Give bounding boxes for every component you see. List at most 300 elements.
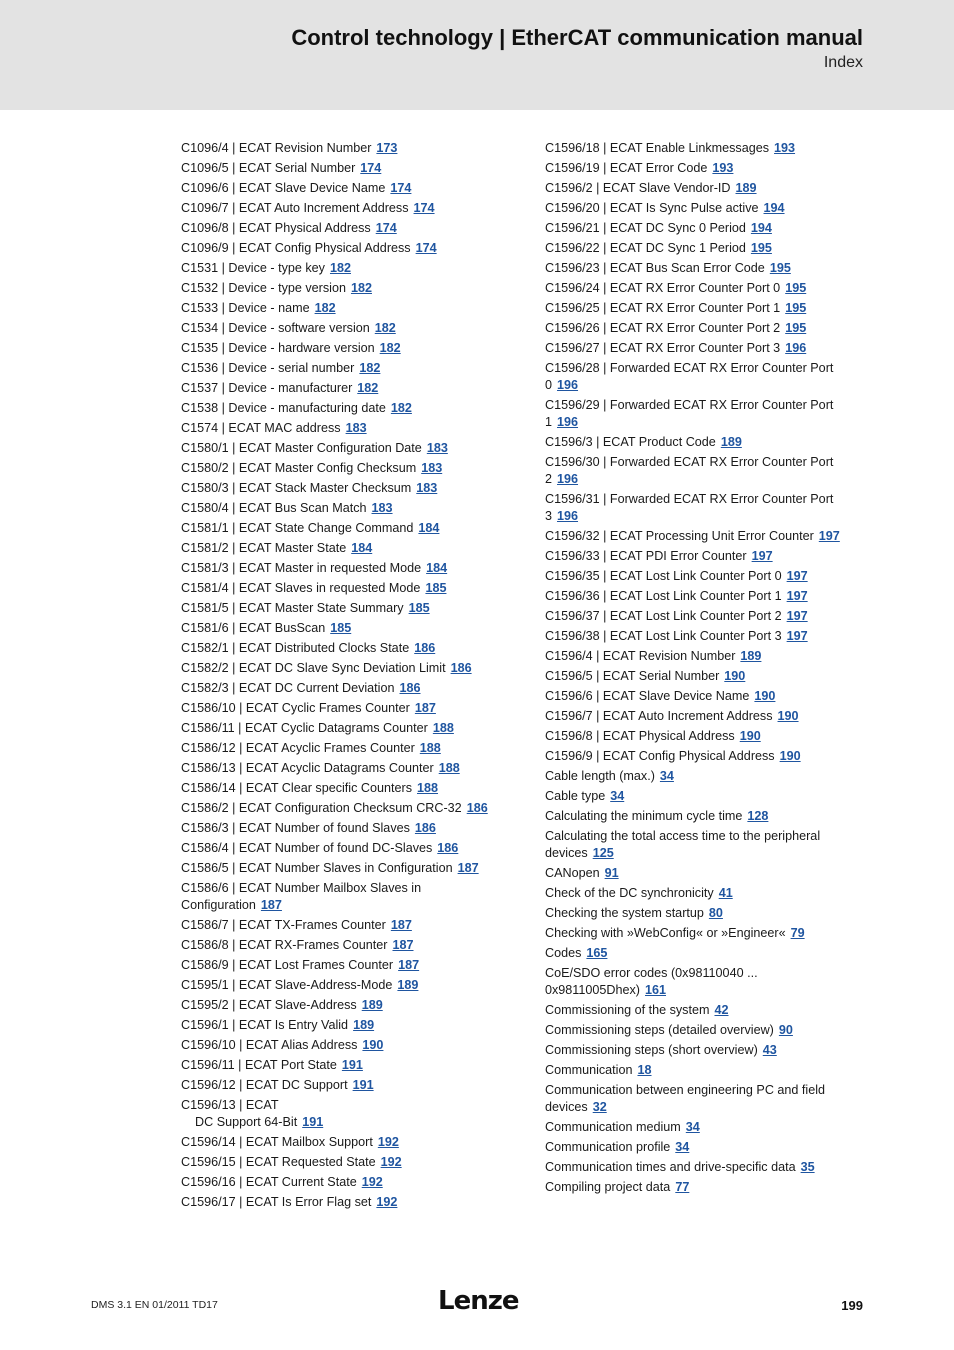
- page-link[interactable]: 190: [777, 709, 799, 723]
- index-entry-label: C1596/26 | ECAT RX Error Counter Port 2: [545, 321, 781, 335]
- page-link[interactable]: 197: [751, 549, 773, 563]
- index-entry: [181, 680, 511, 697]
- page-link[interactable]: 182: [374, 321, 396, 335]
- index-entry: [181, 600, 511, 617]
- index-entry-label: C1580/1 | ECAT Master Configuration Date: [181, 441, 422, 455]
- index-entry-label: C1596/4 | ECAT Revision Number: [545, 649, 736, 663]
- page-link[interactable]: 34: [675, 1140, 690, 1154]
- index-entry-label: C1596/13 | ECAT: [181, 1098, 279, 1112]
- index-entry: [545, 628, 863, 645]
- page-link[interactable]: 187: [390, 918, 412, 932]
- page-link[interactable]: 189: [361, 998, 383, 1012]
- page-link[interactable]: 183: [421, 461, 443, 475]
- page-link[interactable]: 185: [330, 621, 352, 635]
- index-entry: [181, 1057, 511, 1074]
- page-link[interactable]: 77: [675, 1180, 690, 1194]
- page-link[interactable]: 80: [708, 906, 723, 920]
- index-entry-label: C1586/11 | ECAT Cyclic Datagrams Counter: [181, 721, 428, 735]
- index-entry: [545, 454, 863, 488]
- page-link[interactable]: 189: [735, 181, 757, 195]
- page-link[interactable]: 186: [437, 841, 459, 855]
- index-entry-label: C1586/13 | ECAT Acyclic Datagrams Counter: [181, 761, 434, 775]
- index-entry: [545, 865, 863, 882]
- index-entry-label: C1596/5 | ECAT Serial Number: [545, 669, 720, 683]
- index-entry-label: C1596/2 | ECAT Slave Vendor-ID: [545, 181, 731, 195]
- index-entry: [545, 1179, 863, 1196]
- index-entry: [545, 240, 863, 257]
- page-link[interactable]: 189: [353, 1018, 375, 1032]
- index-entry: [181, 780, 511, 797]
- index-entry-label: C1580/3 | ECAT Stack Master Checksum: [181, 481, 412, 495]
- index-entry-label: Communication: [545, 1063, 633, 1077]
- index-entry-label: C1586/14 | ECAT Clear specific Counters: [181, 781, 412, 795]
- index-entry-label: C1596/30 | Forwarded ECAT RX Error Counter Port 2: [545, 455, 834, 486]
- page-link[interactable]: 190: [724, 669, 746, 683]
- page-link[interactable]: 196: [557, 472, 579, 486]
- index-entry-label: Communication medium: [545, 1120, 681, 1134]
- index-entry: [545, 1042, 863, 1059]
- index-entry-label: Codes: [545, 946, 582, 960]
- index-entry: [545, 260, 863, 277]
- index-entry: [181, 917, 511, 934]
- index-entry-label: C1596/16 | ECAT Current State: [181, 1175, 357, 1189]
- page-link[interactable]: 174: [413, 201, 435, 215]
- index-entry-label: C1574 | ECAT MAC address: [181, 421, 341, 435]
- index-entry-label: C1596/3 | ECAT Product Code: [545, 435, 716, 449]
- index-entry: [545, 1022, 863, 1039]
- page-link[interactable]: 186: [414, 641, 436, 655]
- page-link[interactable]: 190: [362, 1038, 384, 1052]
- index-entry: [181, 220, 511, 237]
- page-link[interactable]: 91: [604, 866, 619, 880]
- page-header: [0, 0, 954, 110]
- page-link[interactable]: 192: [361, 1175, 383, 1189]
- index-entry-label: C1596/32 | ECAT Processing Unit Error Counter: [545, 529, 814, 543]
- index-entry: [181, 200, 511, 217]
- index-entry: [181, 1017, 511, 1034]
- page-link[interactable]: 165: [586, 946, 608, 960]
- index-entry-label: C1586/2 | ECAT Configuration Checksum CRC-32: [181, 801, 462, 815]
- index-entry-label: C1586/7 | ECAT TX-Frames Counter: [181, 918, 386, 932]
- index-entry: [545, 491, 863, 525]
- page-link[interactable]: 42: [714, 1003, 729, 1017]
- page-link[interactable]: 174: [415, 241, 437, 255]
- page-link[interactable]: 186: [414, 821, 436, 835]
- index-entry: [181, 240, 511, 257]
- page-link[interactable]: 191: [302, 1115, 324, 1129]
- index-entry: [545, 728, 863, 745]
- index-entry: [181, 660, 511, 677]
- page-link[interactable]: 182: [314, 301, 336, 315]
- index-entry: [545, 434, 863, 451]
- index-entry: [545, 1119, 863, 1136]
- page-link[interactable]: 41: [718, 886, 733, 900]
- index-entry-label: C1596/10 | ECAT Alias Address: [181, 1038, 358, 1052]
- page-link[interactable]: 191: [352, 1078, 374, 1092]
- page-link[interactable]: 187: [414, 701, 436, 715]
- index-entry-label-continued: DC Support 64-Bit: [195, 1115, 298, 1129]
- page-link[interactable]: 189: [720, 435, 742, 449]
- page-link[interactable]: 190: [754, 689, 776, 703]
- page-link[interactable]: 192: [376, 1195, 398, 1209]
- index-entry: [181, 977, 511, 994]
- index-entry-label: C1596/31 | Forwarded ECAT RX Error Counter Port 3: [545, 492, 834, 523]
- page-link[interactable]: 90: [778, 1023, 793, 1037]
- page-link[interactable]: 182: [379, 341, 401, 355]
- index-entry-label: C1096/5 | ECAT Serial Number: [181, 161, 356, 175]
- index-entry-label: C1596/23 | ECAT Bus Scan Error Code: [545, 261, 765, 275]
- page-link[interactable]: 174: [375, 221, 397, 235]
- index-entry: [181, 620, 511, 637]
- page-link[interactable]: 34: [685, 1120, 700, 1134]
- page-link[interactable]: 184: [351, 541, 373, 555]
- page-link[interactable]: 161: [645, 983, 667, 997]
- index-entry: [181, 400, 511, 417]
- page-link[interactable]: 186: [466, 801, 488, 815]
- index-entry-label: C1096/9 | ECAT Config Physical Address: [181, 241, 411, 255]
- index-entry-label: C1531 | Device - type key: [181, 261, 325, 275]
- index-entry: [545, 945, 863, 962]
- index-entry: [545, 160, 863, 177]
- index-entry: [181, 280, 511, 297]
- page-link[interactable]: 18: [637, 1063, 652, 1077]
- index-entry-label: C1596/27 | ECAT RX Error Counter Port 3: [545, 341, 781, 355]
- index-entry: [545, 708, 863, 725]
- index-entry-label: C1596/37 | ECAT Lost Link Counter Port 2: [545, 609, 782, 623]
- index-entry-label: C1596/6 | ECAT Slave Device Name: [545, 689, 750, 703]
- page-link[interactable]: 188: [432, 721, 454, 735]
- index-entry-label: C1581/1 | ECAT State Change Command: [181, 521, 414, 535]
- index-entry: [181, 937, 511, 954]
- index-entry: [181, 520, 511, 537]
- page-link[interactable]: 182: [329, 261, 351, 275]
- index-entry: [545, 1159, 863, 1176]
- index-entry-label: C1596/9 | ECAT Config Physical Address: [545, 749, 775, 763]
- index-entry: [545, 648, 863, 665]
- page-link[interactable]: 186: [399, 681, 421, 695]
- index-entry-label: C1586/4 | ECAT Number of found DC-Slaves: [181, 841, 433, 855]
- index-entry-label: C1586/10 | ECAT Cyclic Frames Counter: [181, 701, 410, 715]
- page-link[interactable]: 196: [557, 509, 579, 523]
- index-entry: [545, 568, 863, 585]
- index-entry-label: C1596/17 | ECAT Is Error Flag set: [181, 1195, 372, 1209]
- page-link[interactable]: 32: [592, 1100, 607, 1114]
- page-link[interactable]: 35: [800, 1160, 815, 1174]
- index-entry-label: C1586/5 | ECAT Number Slaves in Configuration: [181, 861, 453, 875]
- index-entry-label: Cable type: [545, 789, 606, 803]
- page-link[interactable]: 183: [371, 501, 393, 515]
- index-entry: [545, 748, 863, 765]
- index-entry: [545, 828, 863, 862]
- index-entry: [181, 760, 511, 777]
- index-entry-label: C1538 | Device - manufacturing date: [181, 401, 386, 415]
- page-link[interactable]: 182: [390, 401, 412, 415]
- index-entry: [181, 300, 511, 317]
- index-entry: [181, 320, 511, 337]
- page-link[interactable]: 182: [350, 281, 372, 295]
- page-link[interactable]: 188: [417, 781, 439, 795]
- index-entry: [181, 800, 511, 817]
- page-link[interactable]: 193: [774, 141, 796, 155]
- index-entry-label: Calculating the total access time to the peripheral devices: [545, 829, 821, 860]
- page-link[interactable]: 194: [750, 221, 772, 235]
- index-entry-label: C1596/1 | ECAT Is Entry Valid: [181, 1018, 349, 1032]
- index-entry: [181, 160, 511, 177]
- index-entry-label: C1586/3 | ECAT Number of found Slaves: [181, 821, 410, 835]
- page-link[interactable]: 197: [786, 629, 808, 643]
- index-entry-label: C1596/18 | ECAT Enable Linkmessages: [545, 141, 770, 155]
- index-entry-label: C1596/19 | ECAT Error Code: [545, 161, 708, 175]
- index-entry: [545, 1139, 863, 1156]
- index-entry: [181, 340, 511, 357]
- index-entry: [545, 965, 863, 999]
- index-entry: [181, 560, 511, 577]
- index-entry-label: C1582/1 | ECAT Distributed Clocks State: [181, 641, 410, 655]
- index-entry-label: C1580/4 | ECAT Bus Scan Match: [181, 501, 367, 515]
- page-link[interactable]: 189: [397, 978, 419, 992]
- page-link[interactable]: 197: [786, 589, 808, 603]
- index-entry-label: C1596/33 | ECAT PDI Error Counter: [545, 549, 747, 563]
- index-entry: [181, 720, 511, 737]
- index-entry: [545, 588, 863, 605]
- index-entry-label: Checking with »WebConfig« or »Engineer«: [545, 926, 786, 940]
- index-entry-label: C1582/2 | ECAT DC Slave Sync Deviation Limit: [181, 661, 446, 675]
- index-entry-label: C1596/24 | ECAT RX Error Counter Port 0: [545, 281, 781, 295]
- index-column-left: [181, 140, 511, 1214]
- index-entry: [181, 1194, 511, 1211]
- page-link[interactable]: 195: [785, 301, 807, 315]
- index-entry: [545, 768, 863, 785]
- page-link[interactable]: 196: [785, 341, 807, 355]
- index-entry: [181, 860, 511, 877]
- index-entry-label: C1596/11 | ECAT Port State: [181, 1058, 337, 1072]
- index-entry-label: C1596/29 | Forwarded ECAT RX Error Counter Port 1: [545, 398, 834, 429]
- page-link[interactable]: 192: [377, 1135, 399, 1149]
- index-entry-label: CANopen: [545, 866, 600, 880]
- page-link[interactable]: 189: [740, 649, 762, 663]
- page-link[interactable]: 34: [610, 789, 625, 803]
- index-entry: [545, 200, 863, 217]
- page-link[interactable]: 128: [747, 809, 769, 823]
- index-entry: [181, 1174, 511, 1191]
- page-link[interactable]: 197: [786, 609, 808, 623]
- index-entry-label: C1536 | Device - serial number: [181, 361, 355, 375]
- index-entry: [545, 180, 863, 197]
- index-entry: [181, 480, 511, 497]
- index-entry: [545, 1002, 863, 1019]
- index-entry-label: C1535 | Device - hardware version: [181, 341, 375, 355]
- index-entry: [545, 885, 863, 902]
- index-entry: [181, 360, 511, 377]
- page-link[interactable]: 196: [557, 415, 579, 429]
- index-entry-label: C1532 | Device - type version: [181, 281, 346, 295]
- index-entry: [181, 740, 511, 757]
- index-entry: [181, 460, 511, 477]
- page-link[interactable]: 34: [659, 769, 674, 783]
- page-link[interactable]: 195: [769, 261, 791, 275]
- index-entry-label: C1596/7 | ECAT Auto Increment Address: [545, 709, 773, 723]
- page-link[interactable]: 193: [712, 161, 734, 175]
- index-entry-label: C1596/20 | ECAT Is Sync Pulse active: [545, 201, 759, 215]
- page-link[interactable]: 190: [739, 729, 761, 743]
- index-entry: [545, 220, 863, 237]
- index-entry: [181, 1097, 511, 1131]
- index-entry: [181, 880, 511, 914]
- page-link[interactable]: 182: [357, 381, 379, 395]
- index-entry: [545, 340, 863, 357]
- page-link[interactable]: 194: [763, 201, 785, 215]
- index-entry: [545, 1062, 863, 1079]
- index-entry: [181, 1154, 511, 1171]
- index-entry-label: C1096/8 | ECAT Physical Address: [181, 221, 371, 235]
- index-entry-label: C1596/15 | ECAT Requested State: [181, 1155, 376, 1169]
- index-entry: [545, 808, 863, 825]
- page-number: 199: [841, 1298, 863, 1313]
- index-entry-continuation: [181, 1114, 511, 1131]
- index-entry: [545, 688, 863, 705]
- index-entry-label: C1596/36 | ECAT Lost Link Counter Port 1: [545, 589, 782, 603]
- index-entry: [545, 300, 863, 317]
- page-link[interactable]: 197: [818, 529, 840, 543]
- index-entry-label: Calculating the minimum cycle time: [545, 809, 743, 823]
- page-link[interactable]: 195: [750, 241, 772, 255]
- lenze-logo: Lenze: [438, 1286, 519, 1316]
- index-entry-label: C1596/8 | ECAT Physical Address: [545, 729, 735, 743]
- page-link[interactable]: 195: [785, 321, 807, 335]
- document-id: DMS 3.1 EN 01/2011 TD17: [91, 1299, 218, 1311]
- index-entry-label: C1596/25 | ECAT RX Error Counter Port 1: [545, 301, 781, 315]
- page-link[interactable]: 183: [416, 481, 438, 495]
- index-entry-label: C1596/38 | ECAT Lost Link Counter Port 3: [545, 629, 782, 643]
- page-link[interactable]: 197: [786, 569, 808, 583]
- page-link[interactable]: 187: [260, 898, 282, 912]
- page-link[interactable]: 185: [425, 581, 447, 595]
- index-entry-label: C1581/4 | ECAT Slaves in requested Mode: [181, 581, 421, 595]
- index-entry-label: Cable length (max.): [545, 769, 655, 783]
- index-entry-label: C1596/22 | ECAT DC Sync 1 Period: [545, 241, 746, 255]
- page-link[interactable]: 43: [762, 1043, 777, 1057]
- page-link[interactable]: 187: [392, 938, 414, 952]
- page-link[interactable]: 79: [790, 926, 805, 940]
- index-entry: [545, 608, 863, 625]
- index-entry-label: Communication between engineering PC and field devices: [545, 1083, 826, 1114]
- index-entry-label: C1096/7 | ECAT Auto Increment Address: [181, 201, 409, 215]
- index-entry-label: Communication times and drive-specific data: [545, 1160, 796, 1174]
- index-entry: [181, 820, 511, 837]
- index-entry-label: C1537 | Device - manufacturer: [181, 381, 353, 395]
- index-entry: [545, 360, 863, 394]
- index-entry-label: C1596/14 | ECAT Mailbox Support: [181, 1135, 373, 1149]
- page-link[interactable]: 187: [457, 861, 479, 875]
- index-entry: [545, 1082, 863, 1116]
- page-link[interactable]: 174: [390, 181, 412, 195]
- index-entry-label: C1596/12 | ECAT DC Support: [181, 1078, 348, 1092]
- page-link[interactable]: 188: [438, 761, 460, 775]
- page-link[interactable]: 196: [557, 378, 579, 392]
- index-entry-label: C1581/5 | ECAT Master State Summary: [181, 601, 404, 615]
- index-entry-label: C1096/4 | ECAT Revision Number: [181, 141, 372, 155]
- page-link[interactable]: 195: [785, 281, 807, 295]
- index-entry-label: C1534 | Device - software version: [181, 321, 370, 335]
- index-entry-label: C1580/2 | ECAT Master Config Checksum: [181, 461, 417, 475]
- index-entry-label: C1096/6 | ECAT Slave Device Name: [181, 181, 386, 195]
- index-entry-label: C1533 | Device - name: [181, 301, 310, 315]
- section-title: Index: [823, 54, 863, 71]
- index-entry-label: C1581/6 | ECAT BusScan: [181, 621, 326, 635]
- index-entry-label: C1581/2 | ECAT Master State: [181, 541, 347, 555]
- page-link[interactable]: 184: [418, 521, 440, 535]
- index-entry: [181, 997, 511, 1014]
- page-link[interactable]: 190: [779, 749, 801, 763]
- index-entry-label: C1596/35 | ECAT Lost Link Counter Port 0: [545, 569, 782, 583]
- page-link[interactable]: 184: [426, 561, 448, 575]
- index-entry-label: Check of the DC synchronicity: [545, 886, 714, 900]
- index-entry: [181, 1037, 511, 1054]
- index-entry: [181, 380, 511, 397]
- index-entry: [181, 580, 511, 597]
- index-entry: [545, 397, 863, 431]
- page-link[interactable]: 183: [426, 441, 448, 455]
- index-entry-label: CoE/SDO error codes (0x98110040 ... 0x9811005Dhex): [545, 966, 758, 997]
- index-entry: [181, 540, 511, 557]
- index-entry-label: Commissioning steps (short overview): [545, 1043, 758, 1057]
- index-entry: [545, 548, 863, 565]
- index-entry-label: Checking the system startup: [545, 906, 704, 920]
- index-entry: [181, 700, 511, 717]
- index-entry: [181, 140, 511, 157]
- index-entry: [181, 500, 511, 517]
- index-entry: [181, 1077, 511, 1094]
- page-link[interactable]: 173: [376, 141, 398, 155]
- index-entry-label: C1596/28 | Forwarded ECAT RX Error Counter Port 0: [545, 361, 834, 392]
- index-entry: [545, 905, 863, 922]
- index-column-right: [545, 140, 863, 1199]
- page-link[interactable]: 174: [360, 161, 382, 175]
- page-link[interactable]: 182: [359, 361, 381, 375]
- page-link[interactable]: 187: [398, 958, 420, 972]
- index-entry-label: C1582/3 | ECAT DC Current Deviation: [181, 681, 395, 695]
- index-entry-label: C1596/21 | ECAT DC Sync 0 Period: [545, 221, 746, 235]
- page-link[interactable]: 186: [450, 661, 472, 675]
- index-entry: [545, 140, 863, 157]
- page-link[interactable]: 191: [341, 1058, 363, 1072]
- index-entry: [181, 840, 511, 857]
- page-link[interactable]: 188: [419, 741, 441, 755]
- index-entry: [181, 260, 511, 277]
- index-entry-label: C1586/6 | ECAT Number Mailbox Slaves in Configuration: [181, 881, 422, 912]
- page-link[interactable]: 183: [345, 421, 367, 435]
- index-entry: [545, 668, 863, 685]
- index-entry-label: C1595/1 | ECAT Slave-Address-Mode: [181, 978, 393, 992]
- index-entry-label: C1595/2 | ECAT Slave-Address: [181, 998, 357, 1012]
- index-entry: [181, 180, 511, 197]
- page-link[interactable]: 185: [408, 601, 430, 615]
- index-entry: [545, 320, 863, 337]
- index-entry-label: C1581/3 | ECAT Master in requested Mode: [181, 561, 422, 575]
- index-entry-label: Commissioning steps (detailed overview): [545, 1023, 774, 1037]
- index-entry: [181, 440, 511, 457]
- index-entry: [545, 925, 863, 942]
- page-link[interactable]: 192: [380, 1155, 402, 1169]
- index-entry: [545, 528, 863, 545]
- index-entry-label: Communication profile: [545, 1140, 671, 1154]
- index-entry-label: C1586/8 | ECAT RX-Frames Counter: [181, 938, 388, 952]
- page-link[interactable]: 125: [592, 846, 614, 860]
- index-entry-label: C1586/9 | ECAT Lost Frames Counter: [181, 958, 394, 972]
- index-entry: [181, 957, 511, 974]
- manual-title: Control technology | EtherCAT communication manual: [291, 25, 863, 50]
- index-entry: [181, 1134, 511, 1151]
